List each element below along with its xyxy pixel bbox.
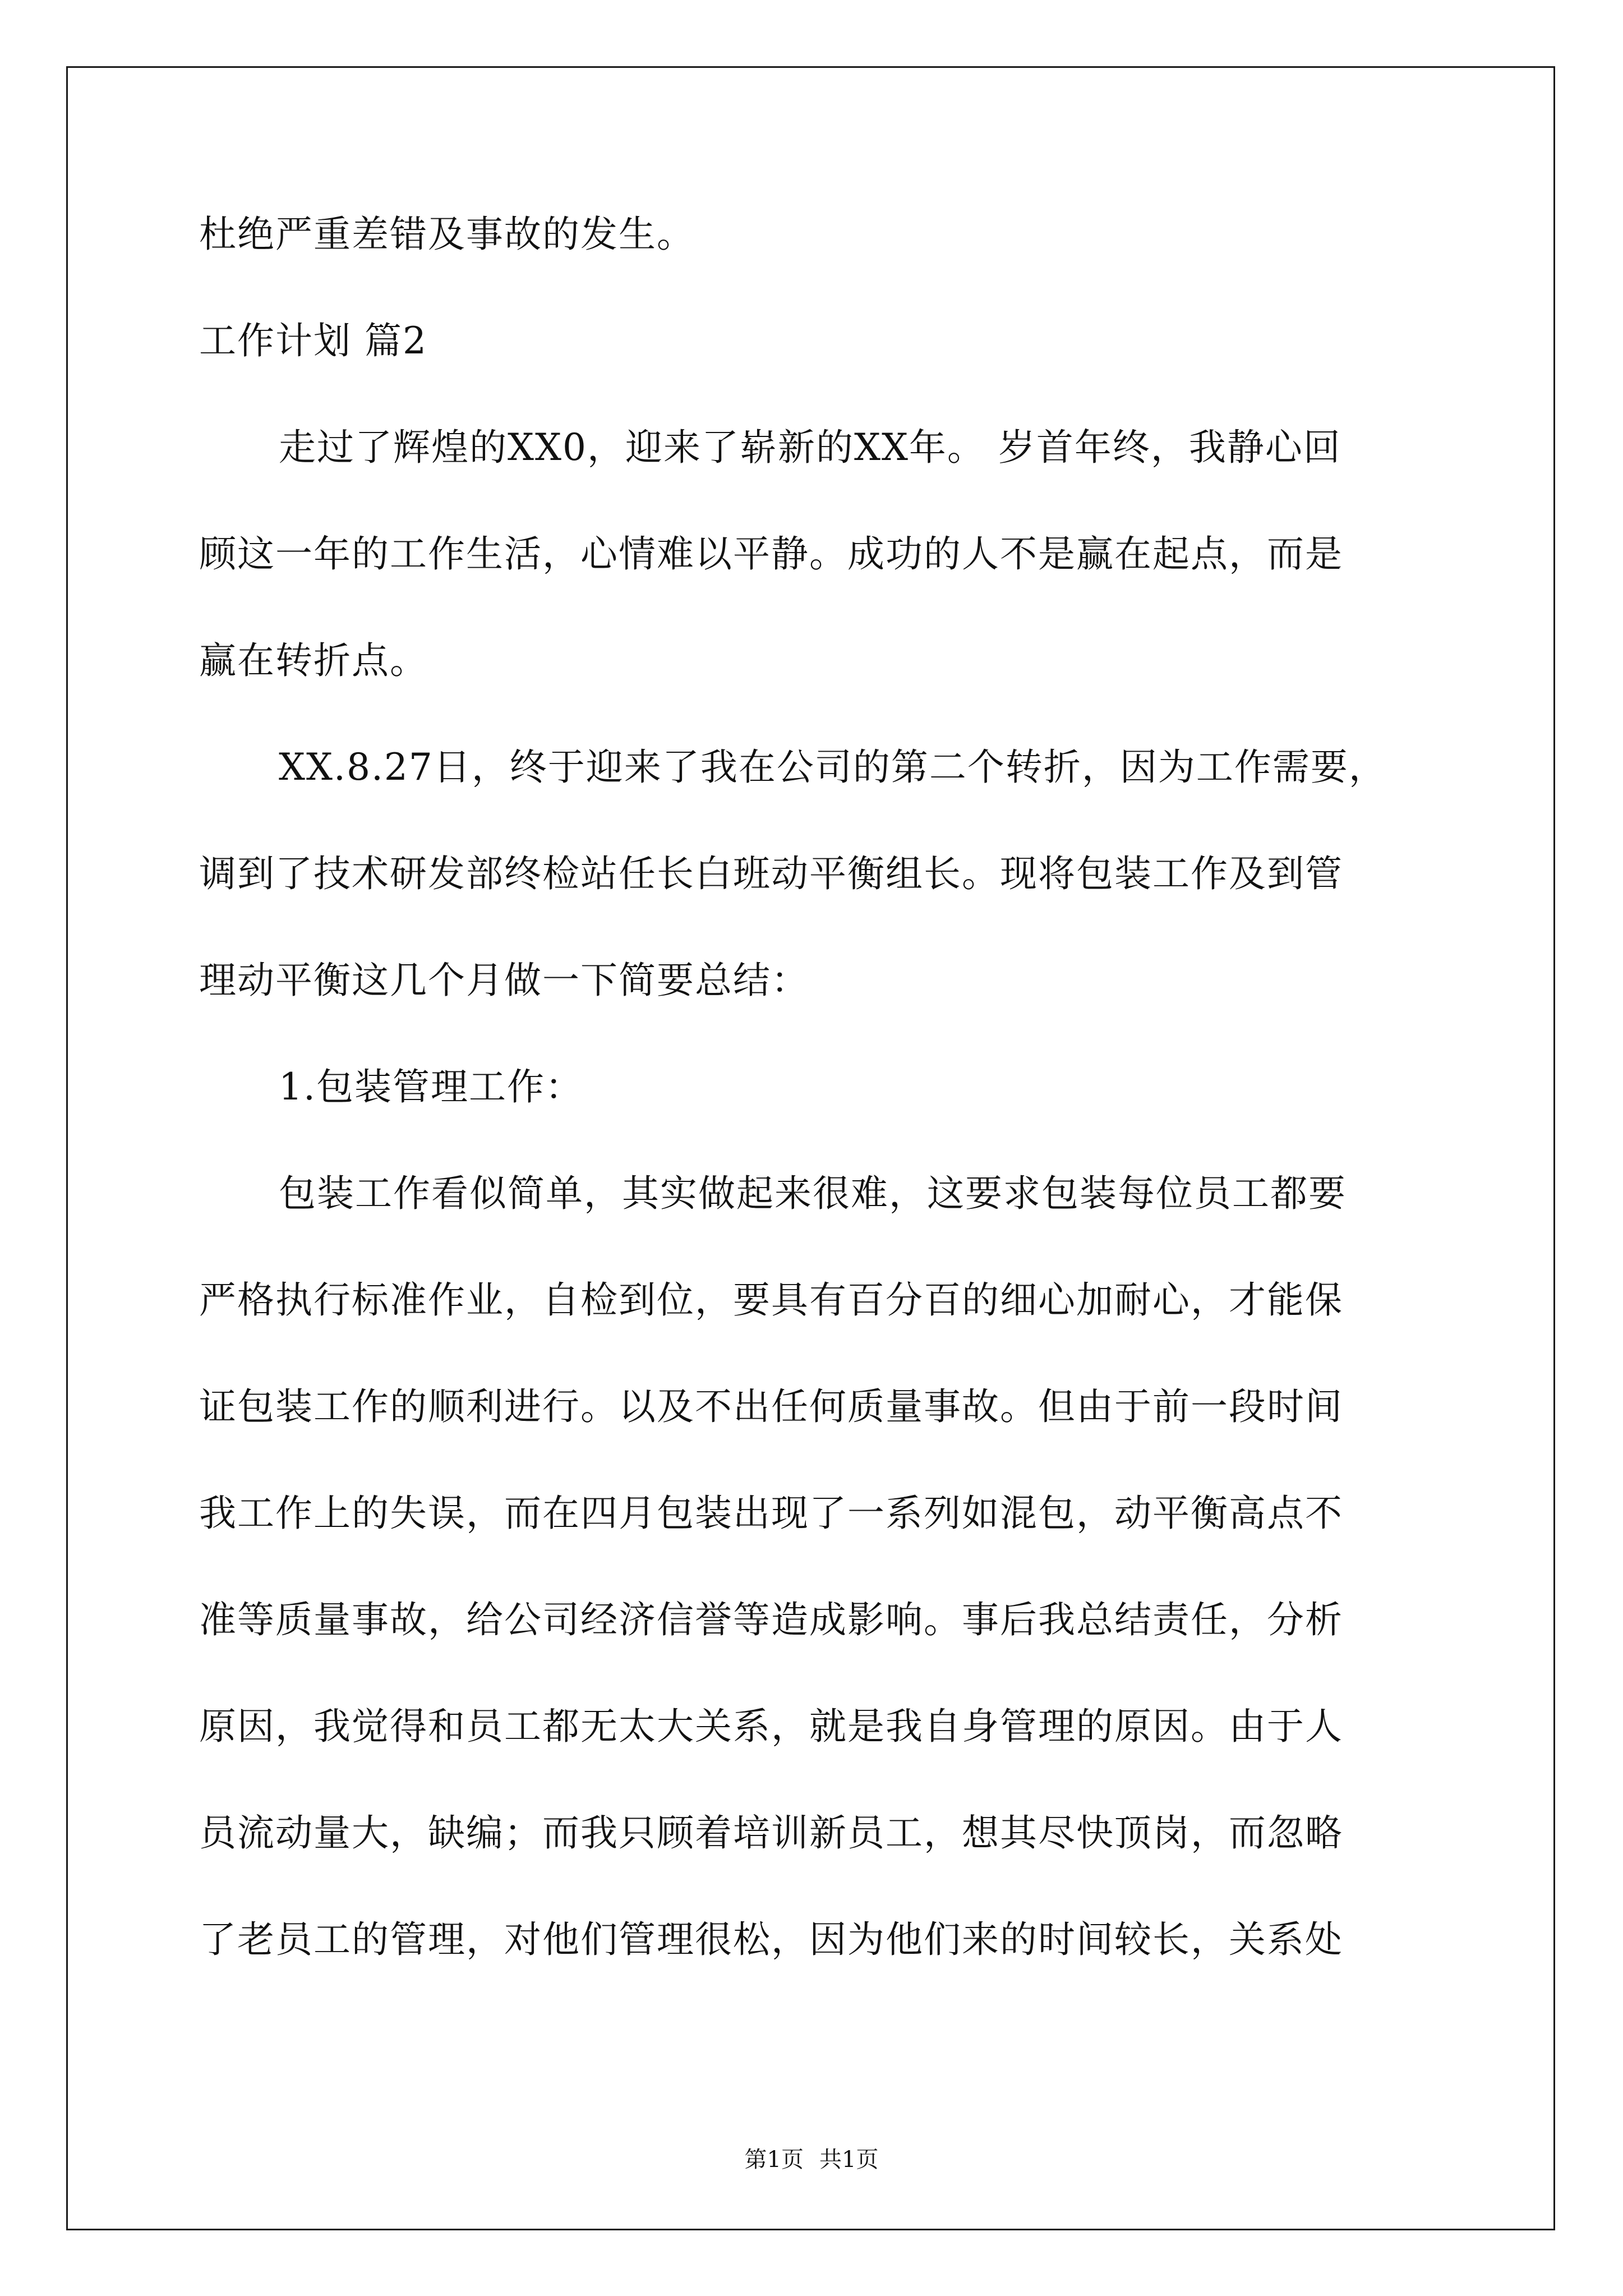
body-line: 赢在转折点。 — [199, 639, 428, 682]
body-line: 杜绝严重差错及事故的发生。 — [199, 213, 695, 256]
list-heading: 1.包装管理工作： — [279, 1065, 583, 1108]
body-line: 员流动量大，缺编；而我只顾着培训新员工，想其尽快顶岗，而忽略 — [199, 1811, 1343, 1855]
body-line: 严格执行标准作业，自检到位，要具有百分百的细心加耐心，才能保 — [199, 1278, 1343, 1322]
body-line: 了老员工的管理，对他们管理很松，因为他们来的时间较长，关系处 — [199, 1918, 1343, 1961]
body-line: 顾这一年的工作生活，心情难以平静。成功的人不是赢在起点，而是 — [199, 532, 1343, 576]
body-line: 包装工作看似简单，其实做起来很难，这要求包装每位员工都要 — [279, 1172, 1347, 1215]
body-line: 原因，我觉得和员工都无太大关系，就是我自身管理的原因。由于人 — [199, 1705, 1343, 1748]
page-number-current: 第1页 — [744, 2147, 804, 2173]
document-body — [199, 208, 1433, 1967]
body-line: 理动平衡这几个月做一下简要总结： — [199, 959, 809, 1002]
page-number-total: 共1页 — [819, 2147, 879, 2173]
body-line: 调到了技术研发部终检站任长白班动平衡组长。现将包装工作及到管 — [199, 852, 1343, 895]
body-line: 我工作上的失误，而在四月包装出现了一系列如混包，动平衡高点不 — [199, 1492, 1343, 1535]
body-line: 证包装工作的顺利进行。以及不出任何质量事故。但由于前一段时间 — [199, 1385, 1343, 1428]
body-line: XX.8.27日，终于迎来了我在公司的第二个转折，因为工作需要， — [279, 746, 1387, 789]
page-footer — [0, 2146, 1623, 2174]
section-heading: 工作计划 篇2 — [199, 319, 427, 362]
body-line: 准等质量事故，给公司经济信誉等造成影响。事后我总结责任，分析 — [199, 1598, 1343, 1641]
body-line: 走过了辉煌的XX0，迎来了崭新的XX年。 岁首年终，我静心回 — [279, 426, 1341, 469]
